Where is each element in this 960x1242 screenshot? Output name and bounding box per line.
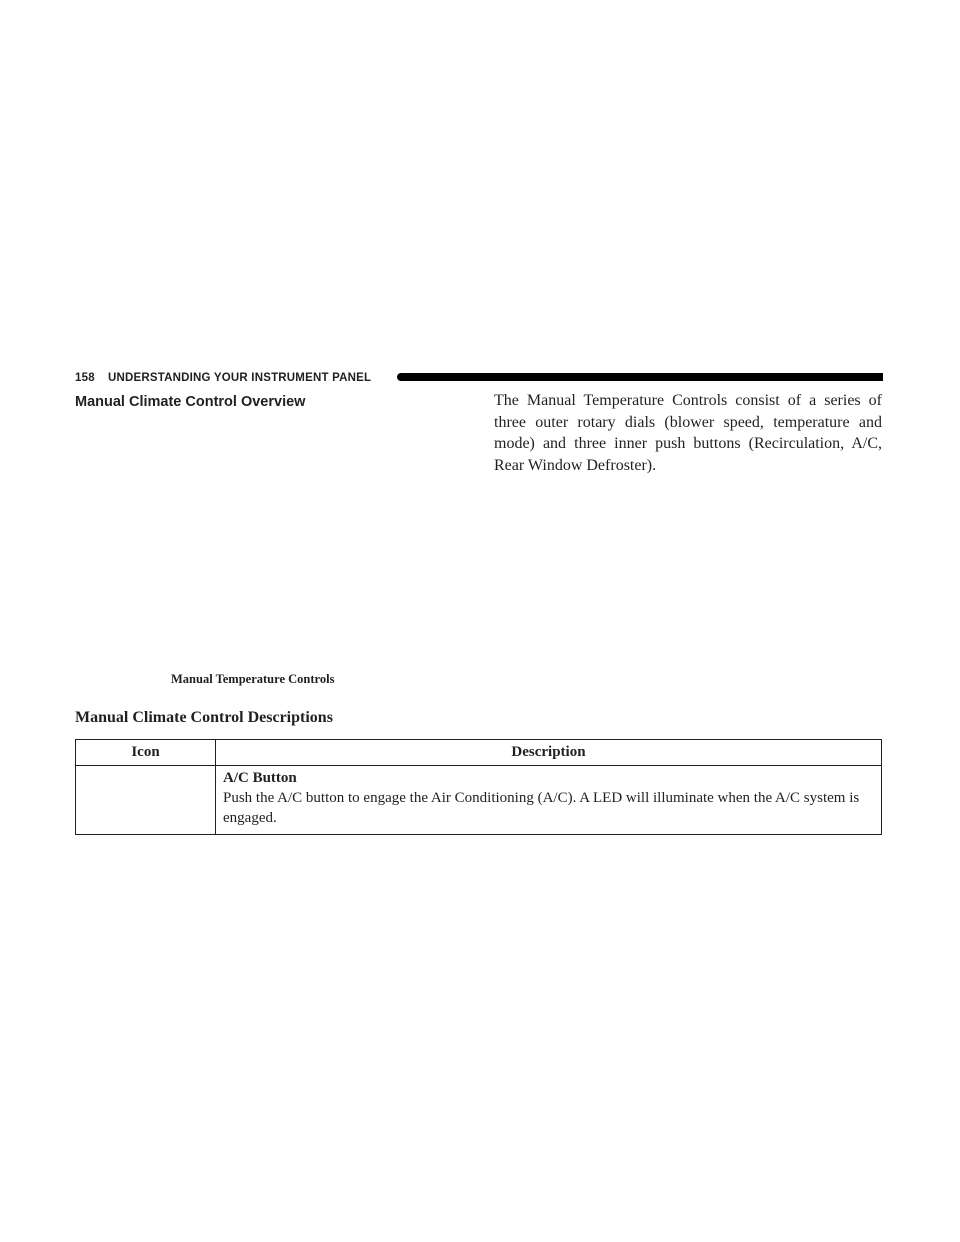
row-title: A/C Button — [223, 770, 297, 786]
page-number: 158 — [75, 372, 95, 384]
table-heading: Manual Climate Control Descriptions — [75, 709, 333, 726]
intro-paragraph: The Manual Temperature Controls consist of a series of three outer rotary dials (blower speed, temperature and mode) and three inner push buttons (Recirculation, A/C, Rear Window Defroster). — [494, 392, 882, 474]
header-rule — [397, 373, 883, 381]
figure-image-area — [75, 420, 465, 665]
figure-caption: Manual Temperature Controls — [171, 672, 335, 686]
column-header-description: Description — [216, 740, 882, 766]
descriptions-table — [75, 739, 882, 835]
description-cell — [216, 766, 882, 835]
page-header — [75, 370, 883, 386]
icon-cell — [76, 766, 216, 835]
table-header-row — [76, 740, 882, 766]
table-row — [76, 766, 882, 835]
row-text: Push the A/C button to engage the Air Conditioning (A/C). A LED will illuminate when the A/C system is engaged. — [223, 790, 860, 826]
section-heading: Manual Climate Control Overview — [75, 394, 306, 410]
chapter-title: UNDERSTANDING YOUR INSTRUMENT PANEL — [108, 372, 372, 384]
column-header-icon: Icon — [76, 740, 216, 766]
